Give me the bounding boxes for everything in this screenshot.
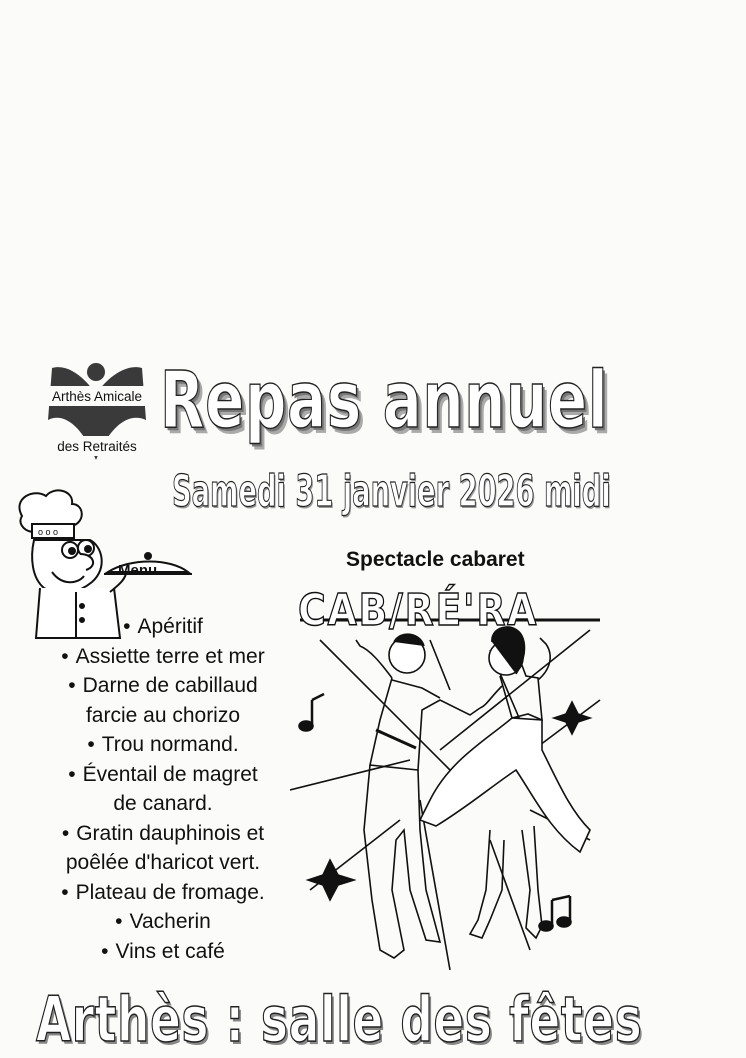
menu-item: [18, 878, 308, 908]
menu-item-text: de canard.: [113, 792, 213, 815]
bullet-icon: •: [123, 615, 131, 638]
show-label: Spectacle cabaret: [346, 548, 525, 571]
bullet-icon: •: [87, 733, 95, 756]
bullet-icon: •: [61, 821, 70, 845]
menu-item: [18, 907, 308, 937]
menu-item-text: Vacherin: [129, 910, 211, 933]
logo-emblem-icon: [38, 360, 156, 472]
menu-item-text: Éventail de magret: [82, 762, 258, 786]
menu-item: [18, 730, 308, 760]
dancers-illustration: [290, 590, 620, 980]
menu-item: [18, 937, 308, 967]
menu-item-text: Assiette terre et mer: [75, 644, 265, 668]
bullet-icon: •: [61, 644, 69, 668]
menu-item-text: Vins et café: [115, 939, 225, 963]
bullet-icon: •: [68, 674, 76, 697]
menu-item-text: Apéritif: [137, 615, 203, 638]
menu-item: [18, 671, 308, 730]
page-title: Repas annuel: [160, 356, 609, 446]
menu-list: [18, 612, 308, 966]
bullet-icon: •: [61, 880, 69, 904]
bullet-icon: •: [68, 762, 76, 786]
menu-item: [18, 642, 308, 672]
menu-item-text: farcie au chorizo: [85, 703, 241, 727]
amicale-logo: [38, 360, 156, 472]
svg-text:o o o: o o o: [38, 527, 59, 537]
menu-item-text: Trou normand.: [101, 733, 239, 756]
menu-item-text: Plateau de fromage.: [75, 880, 265, 904]
menu-item-text: poêlée d'haricot vert.: [65, 851, 261, 874]
menu-item: [18, 612, 308, 642]
bullet-icon: •: [101, 939, 109, 963]
event-date: Samedi 31 janvier 2026 midi: [172, 466, 611, 517]
menu-item: [18, 760, 308, 819]
show-name: CAB/RÉ'RA: [298, 585, 539, 636]
menu-item: [18, 819, 308, 878]
menu-item-text: Gratin dauphinois et: [76, 821, 265, 845]
logo-line-2: des Retraités: [57, 439, 137, 454]
logo-line-1: Arthès Amicale: [51, 389, 143, 404]
menu-item-text: Darne de cabillaud: [82, 674, 258, 697]
menu-label: Menu: [118, 562, 158, 579]
venue-footer: Arthès : salle des fêtes: [36, 983, 643, 1056]
bullet-icon: •: [115, 910, 123, 933]
